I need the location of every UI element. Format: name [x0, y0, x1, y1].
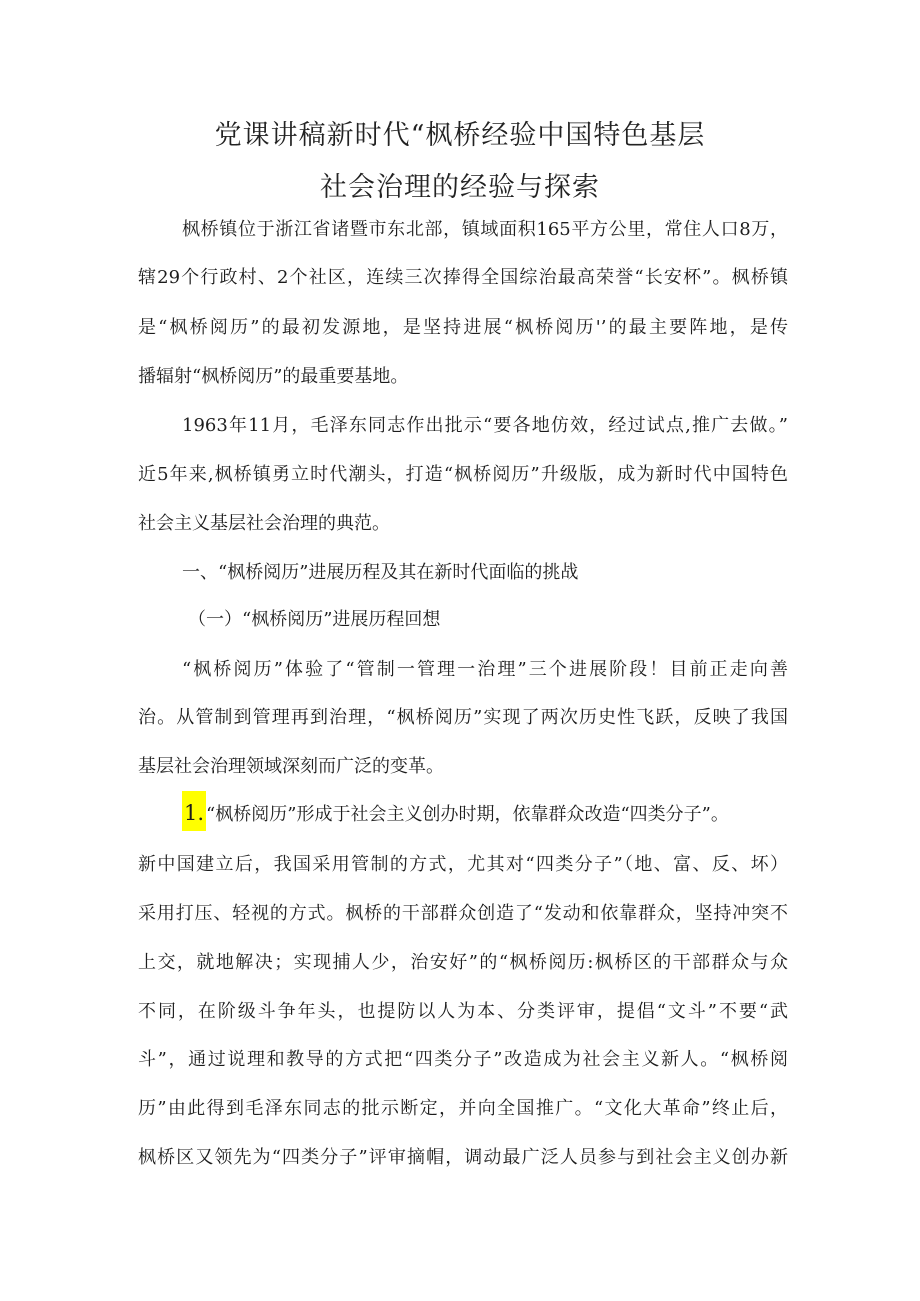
paragraph-4-line: 历”由此得到毛泽东同志的批示断定，并向全国推广。“文化大革命”终止后， [138, 1098, 788, 1119]
section-heading: 一、“枫桥阅历”进展历程及其在新时代面临的挑战 [182, 562, 579, 583]
highlighted-number: 1. [182, 791, 206, 831]
paragraph-4-line: 枫桥区又领先为“四类分子”评审摘帽，调动最广泛人员参与到社会主义创办新 [138, 1147, 788, 1168]
paragraph-4-line: 斗”，通过说理和教导的方式把“四类分子”改造成为社会主义新人。“枫桥阅 [138, 1049, 788, 1070]
document-title-line-1: 党课讲稿新时代“枫桥经验中国特色基层 [214, 120, 706, 151]
paragraph-4-line: 不同，在阶级斗争年头，也提防以人为本、分类评审，提倡“文斗”不要“武 [138, 1001, 788, 1022]
paragraph-4-line: 采用打压、轻视的方式。枫桥的干部群众创造了“发动和依靠群众，坚持冲突不 [138, 903, 788, 924]
paragraph-1-line: 是“枫桥阅历”的最初发源地，是坚持进展“枫桥阅历'’的最主要阵地，是传 [138, 317, 788, 338]
paragraph-1-line: 播辐射“枫桥阅历”的最重要基地。 [138, 366, 409, 387]
paragraph-3-line: 基层社会治理领域深刻而广泛的变革。 [138, 756, 444, 777]
paragraph-2-line: 近5年来,枫桥镇勇立时代潮头，打造“枫桥阅历”升级版，成为新时代中国特色 [138, 464, 788, 485]
paragraph-4-first-line [182, 801, 788, 827]
paragraph-3-line: 治。从管制到管理再到治理，“枫桥阅历”实现了两次历史性飞跃，反映了我国 [138, 707, 788, 728]
document-title-line-2: 社会治理的经验与探索 [320, 172, 600, 203]
paragraph-4-line: 上交，就地解决；实现捕人少，治安好”的“枫桥阅历:枫桥区的干部群众与众 [138, 952, 788, 973]
paragraph-2-line: 社会主义基层社会治理的典范。 [138, 513, 390, 534]
paragraph-4-lead: “枫桥阅历”形成于社会主义创办时期，依靠群众改造“四类分子”。 [206, 804, 729, 825]
paragraph-4-line: 新中国建立后，我国采用管制的方式，尤其对“四类分子”（地、富、反、坏） [138, 854, 788, 875]
paragraph-2-line: 1963年11月，毛泽东同志作出批示“要各地仿效，经过试点,推广去做。” [182, 415, 788, 436]
paragraph-1-line: 辖29个行政村、2个社区，连续三次捧得全国综治最高荣誉“长安杯”。枫桥镇 [138, 267, 788, 288]
paragraph-1-line: 枫桥镇位于浙江省诸暨市东北部，镇域面积165平方公里，常住人口8万， [182, 219, 788, 240]
subsection-heading: （一）“枫桥阅历”进展历程回想 [188, 609, 441, 630]
paragraph-3-line: “枫桥阅历”体验了“管制一管理一治理”三个进展阶段！目前正走向善 [182, 659, 788, 680]
